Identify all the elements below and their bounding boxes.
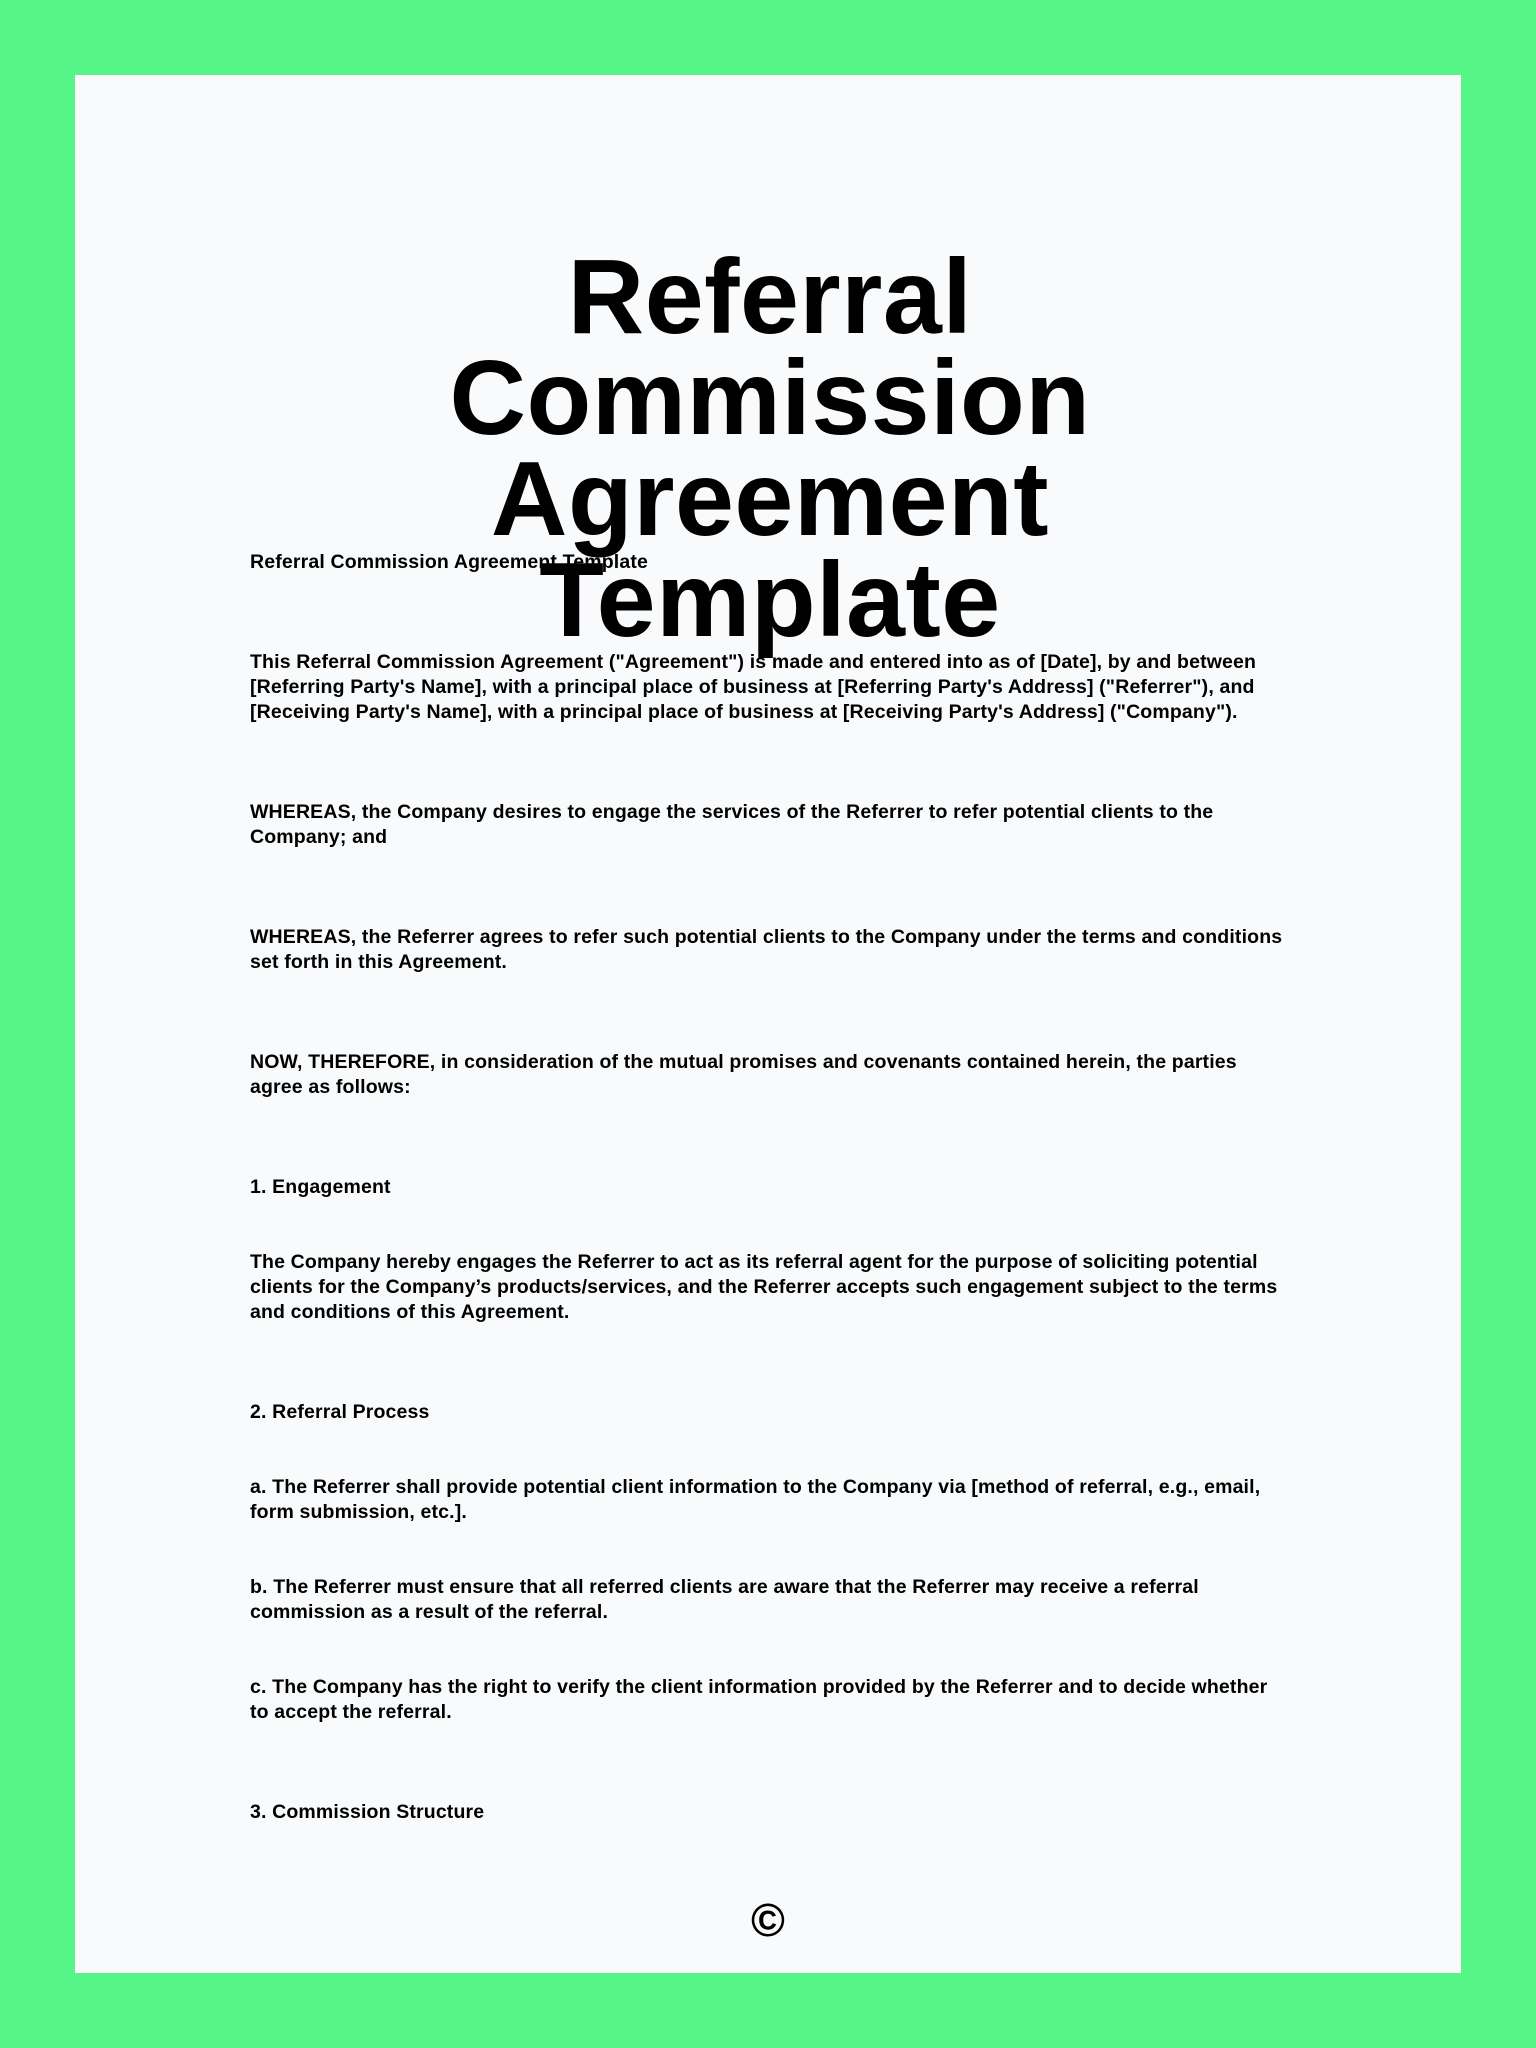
referral-clause-c: c. The Company has the right to verify the client information provided by the Referrer and to decide whether to accept the referral. [250,1676,1268,1723]
copyright-icon: © [751,1894,785,1946]
whereas-paragraph-1: WHEREAS, the Company desires to engage the services of the Referrer to refer potential clients to the Company; and [250,801,1214,848]
now-therefore-paragraph: NOW, THEREFORE, in consideration of the mutual promises and covenants contained herein, the parties agree as follows: [250,1051,1237,1098]
whereas-paragraph-2: WHEREAS, the Referrer agrees to refer such potential clients to the Company under the terms and conditions set forth in this Agreement. [250,926,1283,973]
document-subtitle: Referral Commission Agreement Template [250,551,648,573]
title-line-2: Agreement Template [490,440,1050,659]
section-heading-referral-process: 2. Referral Process [250,1401,430,1423]
referral-clause-a: a. The Referrer shall provide potential client information to the Company via [method of referral, e.g., email, form submission, etc.]. [250,1476,1261,1523]
referral-clause-b: b. The Referrer must ensure that all referred clients are aware that the Referrer may receive a referral commission as a result of the referral. [250,1576,1199,1623]
section-heading-commission-structure: 3. Commission Structure [250,1801,485,1823]
document-page [75,75,1461,1973]
engagement-paragraph: The Company hereby engages the Referrer to act as its referral agent for the purpose of soliciting potential clients for the Company’s products/services, and the Referrer accepts such engagement subject to the terms and conditions of this Agreement. [250,1251,1278,1323]
section-heading-engagement: 1. Engagement [250,1176,391,1198]
document-title [250,238,1290,659]
intro-paragraph: This Referral Commission Agreement ("Agreement") is made and entered into as of [Date], by and between [Referring Party's Name], with a principal place of business at [Referring Party's Address] ("Referrer"), and [Receiving Party's Name], with a principal place of business at [Receiving Party's Address] ("Company"). [250,651,1257,723]
title-line-1: Referral Commission [449,238,1091,457]
